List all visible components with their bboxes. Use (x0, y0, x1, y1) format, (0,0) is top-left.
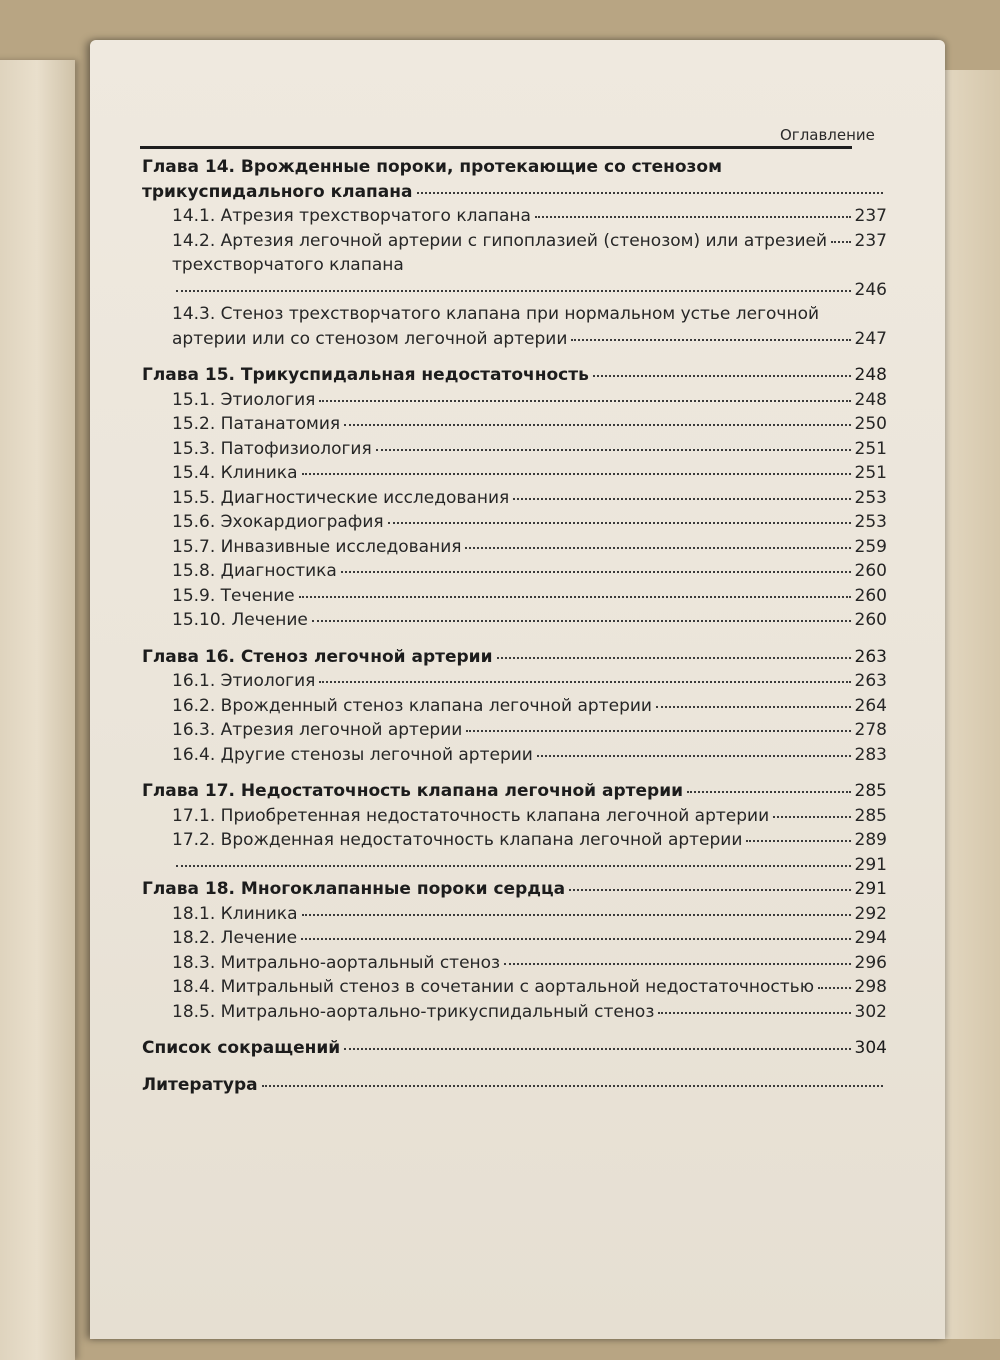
toc-page-number: 250 (854, 414, 887, 434)
toc-page-number: 260 (854, 561, 887, 581)
toc-page-number: 291 (854, 879, 887, 899)
toc-chapter-entry[interactable] (142, 877, 887, 902)
toc-spacer (142, 1024, 887, 1036)
toc-page-number: 246 (854, 279, 887, 300)
dot-leader (818, 987, 851, 989)
dot-leader (593, 375, 851, 377)
toc-section-entry[interactable] (142, 902, 887, 927)
toc-spacer (142, 767, 887, 779)
dot-leader (687, 791, 851, 793)
toc-page-number: 260 (854, 585, 887, 606)
dot-leader (262, 1085, 883, 1087)
dot-leader (746, 840, 850, 842)
dot-leader (302, 473, 851, 475)
dot-leader (465, 547, 850, 549)
dot-leader (344, 1048, 850, 1050)
toc-section-entry[interactable] (142, 853, 887, 878)
toc-section-entry[interactable] (142, 388, 887, 413)
toc-chapter-entry[interactable] (142, 180, 887, 205)
toc-entry-title: 15.5. Диагностические исследования (172, 487, 510, 508)
dot-leader (319, 681, 850, 683)
toc-chapter-entry[interactable] (142, 645, 887, 670)
dot-leader (388, 522, 851, 524)
header-rule (140, 146, 852, 149)
toc-entry-title: 18.2. Лечение (172, 928, 298, 948)
toc-section-entry[interactable] (142, 559, 887, 584)
dot-leader (466, 730, 850, 732)
toc-entry-title: 15.1. Этиология (172, 389, 316, 410)
dot-leader (535, 216, 851, 218)
toc-entry-title: Список сокращений (142, 1038, 341, 1058)
toc-section-entry[interactable] (142, 412, 887, 437)
dot-leader (571, 339, 850, 341)
toc-entry-title: 14.1. Атрезия трехстворчатого клапана (172, 206, 531, 226)
dot-leader (417, 192, 884, 194)
toc-section-entry[interactable] (142, 926, 887, 951)
toc-section-entry[interactable] (142, 743, 887, 768)
dot-leader (301, 938, 851, 940)
toc-section-entry[interactable] (142, 584, 887, 609)
toc-page-number: 294 (854, 928, 887, 948)
toc-page-number: 291 (854, 854, 887, 875)
toc-section-entry[interactable] (142, 486, 887, 511)
facing-page-edge (0, 60, 75, 1360)
toc-section-entry[interactable] (142, 437, 887, 462)
dot-leader (312, 620, 851, 622)
toc-section-entry[interactable] (142, 229, 887, 254)
toc-entry-title: 18.4. Митральный стеноз в сочетании с аортальной недостаточностью (172, 977, 815, 997)
dot-leader (537, 755, 851, 757)
toc-page-number: 278 (854, 720, 887, 740)
dot-leader (569, 889, 850, 891)
toc-entry-title: 18.1. Клиника (172, 903, 298, 924)
toc-page-number: 251 (854, 463, 887, 483)
toc-page-number: 259 (854, 536, 887, 557)
toc-entry-title: 16.2. Врожденный стеноз клапана легочной артерии (172, 695, 652, 716)
toc-section-entry[interactable] (142, 718, 887, 743)
toc-page-number: 253 (854, 487, 887, 508)
toc-page-number: 263 (854, 646, 887, 667)
toc-spacer (142, 633, 887, 645)
toc-page-number: 264 (854, 695, 887, 716)
toc-page-number: 260 (854, 610, 887, 630)
dot-leader (376, 449, 851, 451)
toc-section-entry[interactable] (142, 951, 887, 976)
toc-entry-title: 15.3. Патофизиология (172, 438, 372, 459)
toc-page-number: 283 (854, 744, 887, 765)
dot-leader (176, 290, 851, 292)
toc-entry-title: 16.1. Этиология (172, 671, 316, 691)
toc-entry-title: 15.6. Эхокардиография (172, 512, 384, 532)
toc-entry-title: 15.10. Лечение (172, 610, 308, 630)
toc-entry-title: трикуспидального клапана (142, 181, 413, 202)
dot-leader (497, 657, 851, 659)
toc-chapter-entry[interactable] (142, 363, 887, 388)
toc-section-entry[interactable] (142, 804, 887, 829)
toc-chapter-entry[interactable] (142, 1036, 887, 1061)
toc-entry-title: 15.8. Диагностика (172, 561, 337, 581)
dot-leader (831, 241, 851, 243)
toc-section-entry[interactable] (142, 535, 887, 560)
toc-page-number: 292 (854, 903, 887, 924)
dot-leader (504, 963, 850, 965)
toc-spacer (142, 351, 887, 363)
toc-page-number: 237 (854, 206, 887, 226)
toc-page-number: 248 (854, 389, 887, 410)
toc-section-entry[interactable] (142, 828, 887, 853)
toc-section-entry[interactable] (142, 461, 887, 486)
toc-entry-title: Глава 18. Многоклапанные пороки сердца (142, 879, 566, 899)
toc-entry-title: 14.2. Артезия легочной артерии с гипоплазией (стенозом) или атрезией (172, 230, 828, 251)
toc-section-entry[interactable] (142, 327, 887, 352)
dot-leader (302, 914, 851, 916)
toc-entry-title: 15.7. Инвазивные исследования (172, 536, 462, 557)
toc-page-number: 298 (854, 977, 887, 997)
toc-entry-title: 17.1. Приобретенная недостаточность клапана легочной артерии (172, 805, 770, 826)
dot-leader (176, 865, 851, 867)
dot-leader (299, 596, 851, 598)
toc-chapter-entry[interactable] (142, 1073, 887, 1098)
toc-section-entry[interactable] (142, 302, 887, 327)
toc-section-entry[interactable] (142, 608, 887, 633)
toc-entry-title: 18.3. Митрально-аортальный стеноз (172, 952, 501, 973)
toc-section-entry[interactable] (142, 1000, 887, 1025)
toc-entry-title: 14.3. Стеноз трехстворчатого клапана при нормальном устье легочной (172, 304, 820, 324)
toc-entry-title: Глава 17. Недостаточность клапана легочной артерии (142, 781, 684, 801)
toc-entry-title: Глава 15. Трикуспидальная недостаточность (142, 365, 589, 385)
toc-page-number: 263 (854, 671, 887, 691)
toc-entry-title: трехстворчатого клапана (172, 255, 404, 275)
toc-page-number: 248 (854, 365, 887, 385)
toc-page-number: 253 (854, 512, 887, 532)
toc-section-entry[interactable] (142, 278, 887, 303)
toc-page-number: 304 (854, 1038, 887, 1058)
dot-leader (513, 498, 850, 500)
toc-page-number: 285 (854, 805, 887, 826)
toc-page-number: 237 (854, 230, 887, 251)
toc-section-entry[interactable] (142, 669, 887, 694)
table-of-contents (142, 155, 887, 1097)
dot-leader (773, 816, 850, 818)
running-head: Оглавление (780, 126, 875, 144)
toc-entry-title: 16.3. Атрезия легочной артерии (172, 720, 463, 740)
toc-entry-title: Глава 14. Врожденные пороки, протекающие со стенозом (142, 157, 723, 177)
toc-spacer (142, 1061, 887, 1073)
toc-page-number: 302 (854, 1001, 887, 1022)
toc-page-number: 247 (854, 328, 887, 349)
toc-entry-title: Глава 16. Стеноз легочной артерии (142, 646, 493, 667)
toc-section-entry[interactable] (142, 975, 887, 1000)
toc-entry-title: артерии или со стенозом легочной артерии (172, 328, 568, 349)
toc-section-entry[interactable] (142, 510, 887, 535)
toc-page-number: 251 (854, 438, 887, 459)
toc-chapter-entry[interactable] (142, 155, 887, 180)
toc-page-number: 289 (854, 830, 887, 850)
toc-entry-title: 15.9. Течение (172, 585, 295, 606)
toc-entry-title: 15.4. Клиника (172, 463, 298, 483)
dot-leader (319, 400, 850, 402)
toc-section-entry[interactable] (142, 694, 887, 719)
dot-leader (341, 571, 851, 573)
dot-leader (656, 706, 851, 708)
toc-section-entry[interactable] (142, 253, 887, 278)
toc-page-number: 296 (854, 952, 887, 973)
toc-entry-title: 18.5. Митрально-аортально-трикуспидальный стеноз (172, 1001, 655, 1022)
toc-entry-title: 17.2. Врожденная недостаточность клапана легочной артерии (172, 830, 743, 850)
toc-section-entry[interactable] (142, 204, 887, 229)
dot-leader (344, 424, 850, 426)
toc-page-number: 285 (854, 781, 887, 801)
dot-leader (658, 1012, 850, 1014)
toc-entry-title: 16.4. Другие стенозы легочной артерии (172, 744, 533, 765)
toc-entry-title: Литература (142, 1074, 258, 1095)
toc-entry-title: 15.2. Патанатомия (172, 414, 341, 434)
toc-chapter-entry[interactable] (142, 779, 887, 804)
